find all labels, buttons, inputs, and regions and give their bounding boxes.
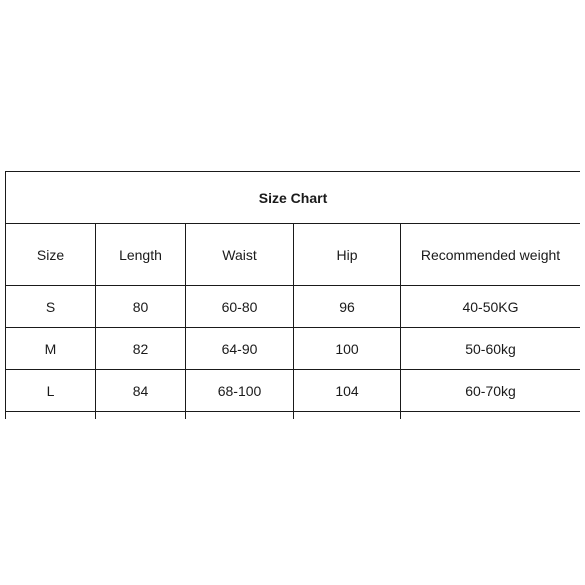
header-hip: Hip bbox=[294, 224, 401, 286]
cell-empty bbox=[186, 412, 294, 420]
header-recommended-weight: Recommended weight bbox=[401, 224, 581, 286]
cell-length: 82 bbox=[96, 328, 186, 370]
cell-waist: 60-80 bbox=[186, 286, 294, 328]
header-row bbox=[6, 224, 581, 286]
cell-weight: 40-50KG bbox=[401, 286, 581, 328]
cell-size: L bbox=[6, 370, 96, 412]
size-chart-table bbox=[5, 171, 580, 419]
table-title: Size Chart bbox=[6, 172, 581, 224]
table-row-cut-off bbox=[6, 412, 581, 420]
title-row bbox=[6, 172, 581, 224]
cell-empty bbox=[401, 412, 581, 420]
cell-empty bbox=[6, 412, 96, 420]
cell-size: M bbox=[6, 328, 96, 370]
cell-waist: 68-100 bbox=[186, 370, 294, 412]
header-size: Size bbox=[6, 224, 96, 286]
cell-weight: 60-70kg bbox=[401, 370, 581, 412]
cell-hip: 96 bbox=[294, 286, 401, 328]
cell-hip: 100 bbox=[294, 328, 401, 370]
cell-size: S bbox=[6, 286, 96, 328]
table-row bbox=[6, 286, 581, 328]
cell-length: 84 bbox=[96, 370, 186, 412]
cell-weight: 50-60kg bbox=[401, 328, 581, 370]
cell-empty bbox=[294, 412, 401, 420]
size-chart bbox=[5, 171, 580, 419]
table-row bbox=[6, 328, 581, 370]
cell-waist: 64-90 bbox=[186, 328, 294, 370]
table-row bbox=[6, 370, 581, 412]
header-length: Length bbox=[96, 224, 186, 286]
cell-length: 80 bbox=[96, 286, 186, 328]
cell-hip: 104 bbox=[294, 370, 401, 412]
cell-empty bbox=[96, 412, 186, 420]
header-waist: Waist bbox=[186, 224, 294, 286]
